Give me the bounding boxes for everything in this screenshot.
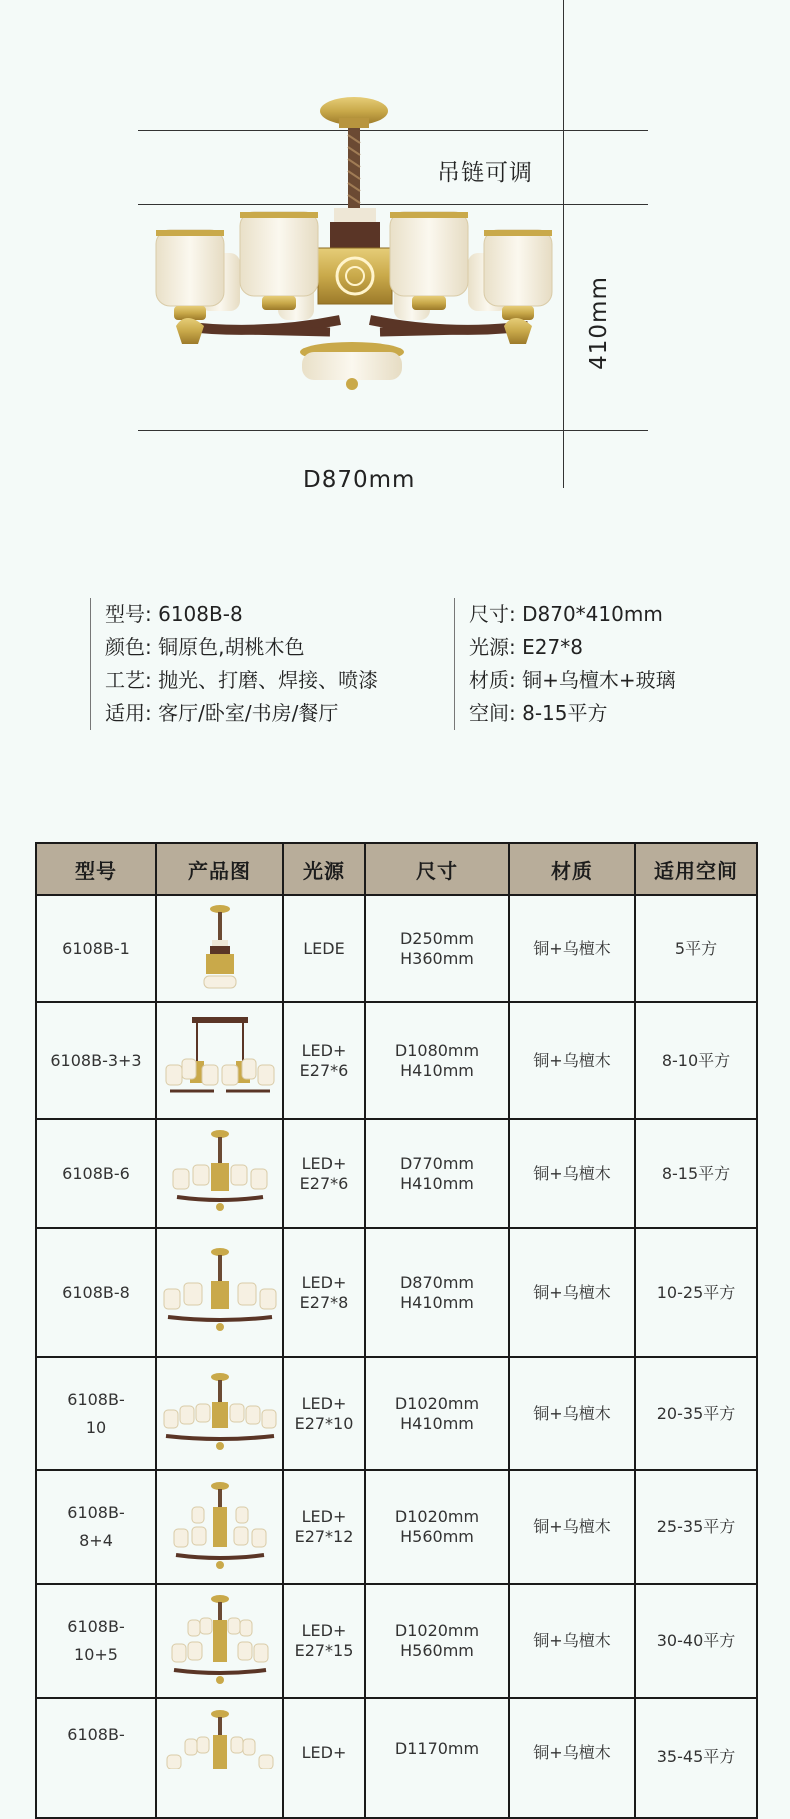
cell-light: LED+ E27*6	[299, 1153, 349, 1193]
cell-space: 10-25平方	[656, 1282, 736, 1302]
cell-material: 铜+乌檀木	[533, 1403, 611, 1423]
cell-size: D1020mm H410mm	[394, 1393, 480, 1433]
cell-model: 6108B- 10+5	[67, 1617, 125, 1664]
cell-light: LED+ E27*6	[299, 1040, 349, 1080]
product-thumbnail	[156, 1119, 283, 1228]
table-row	[36, 1228, 757, 1357]
height-label: 410mm	[586, 276, 612, 370]
cell-light: LED+ E27*8	[299, 1272, 349, 1312]
chandelier-illustration	[0, 0, 790, 540]
cell-model: 6108B-8	[62, 1282, 130, 1302]
cell-size: D870mm H410mm	[399, 1272, 475, 1312]
cell-space: 5平方	[674, 938, 718, 958]
product-thumbnail	[156, 1357, 283, 1470]
header-model: 型号	[36, 843, 156, 895]
diameter-label: D870mm	[303, 467, 416, 493]
table-row	[36, 1357, 757, 1470]
header-material: 材质	[509, 843, 635, 895]
product-thumbnail	[156, 895, 283, 1002]
spec-column-left	[90, 598, 378, 730]
cell-material: 铜+乌檀木	[533, 938, 611, 958]
spec-space: 空间: 8-15平方	[469, 701, 608, 725]
cell-light: LED+ E27*12	[294, 1507, 354, 1546]
cell-model: 6108B-6	[62, 1163, 130, 1183]
cell-model: 6108B-3+3	[50, 1050, 142, 1070]
table-row	[36, 1698, 757, 1818]
cell-light: LED+ E27*15	[294, 1621, 354, 1660]
chain-adjustable-label: 吊链可调	[437, 160, 533, 186]
header-space: 适用空间	[635, 843, 757, 895]
table-row	[36, 1002, 757, 1119]
table-row	[36, 1584, 757, 1698]
product-thumbnail	[156, 1470, 283, 1584]
spec-block	[0, 598, 790, 738]
cell-material: 铜+乌檀木	[533, 1282, 611, 1302]
cell-space: 8-10平方	[661, 1050, 731, 1070]
spec-size: 尺寸: D870*410mm	[469, 602, 663, 626]
cell-light: LED+	[301, 1743, 347, 1762]
linear-chandelier-icon	[162, 1011, 278, 1111]
cell-model: 6108B- 10	[67, 1389, 125, 1437]
spec-column-right	[454, 598, 676, 730]
header-image: 产品图	[156, 843, 283, 895]
product-thumbnail	[156, 1002, 283, 1119]
cell-material: 铜+乌檀木	[533, 1517, 611, 1536]
cell-space: 30-40平方	[656, 1631, 736, 1650]
header-size: 尺寸	[365, 843, 509, 895]
cell-space: 35-45平方	[656, 1747, 736, 1766]
cell-model: 6108B-1	[62, 938, 130, 958]
chandelier-10-icon	[162, 1372, 278, 1456]
cell-model: 6108B- 8+4	[67, 1503, 125, 1550]
spec-light-source: 光源: E27*8	[469, 635, 583, 659]
spec-color: 颜色: 铜原色,胡桃木色	[105, 635, 305, 659]
cell-space: 8-15平方	[661, 1163, 731, 1183]
cell-material: 铜+乌檀木	[533, 1050, 611, 1070]
cell-size: D1020mm H560mm	[394, 1621, 480, 1660]
cell-size: D1170mm	[394, 1739, 480, 1758]
product-thumbnail	[156, 1698, 283, 1818]
pendant-lamp-icon	[190, 904, 250, 994]
cell-light: LEDE	[303, 938, 345, 958]
cell-size: D1080mm H410mm	[394, 1040, 480, 1080]
product-variant-table	[35, 842, 758, 1819]
cell-light: LED+ E27*10	[294, 1393, 354, 1433]
product-dimension-figure	[0, 0, 790, 540]
chandelier-two-tier-icon	[170, 1481, 270, 1573]
cell-size: D770mm H410mm	[399, 1153, 475, 1193]
table-row	[36, 895, 757, 1002]
table-row	[36, 1119, 757, 1228]
cell-space: 20-35平方	[656, 1403, 736, 1423]
cell-size: D250mm H360mm	[399, 928, 475, 968]
spec-craft: 工艺: 抛光、打磨、焊接、喷漆	[105, 668, 379, 692]
cell-model: 6108B-	[67, 1725, 125, 1744]
chandelier-6-icon	[165, 1129, 275, 1219]
header-light: 光源	[283, 843, 365, 895]
cell-material: 铜+乌檀木	[533, 1163, 611, 1183]
cell-space: 25-35平方	[656, 1517, 736, 1536]
chandelier-8-icon	[162, 1247, 278, 1339]
product-thumbnail	[156, 1584, 283, 1698]
cell-material: 铜+乌檀木	[533, 1631, 611, 1650]
cell-material: 铜+乌檀木	[533, 1743, 611, 1762]
cell-size: D1020mm H560mm	[394, 1507, 480, 1546]
chandelier-two-tier-icon	[170, 1594, 270, 1688]
table-header-row	[36, 843, 757, 895]
table-row	[36, 1470, 757, 1584]
chandelier-large-icon	[165, 1709, 275, 1769]
product-thumbnail	[156, 1228, 283, 1357]
spec-material: 材质: 铜+乌檀木+玻璃	[469, 668, 676, 692]
spec-model: 型号: 6108B-8	[105, 602, 243, 626]
spec-usage: 适用: 客厅/卧室/书房/餐厅	[105, 701, 339, 725]
